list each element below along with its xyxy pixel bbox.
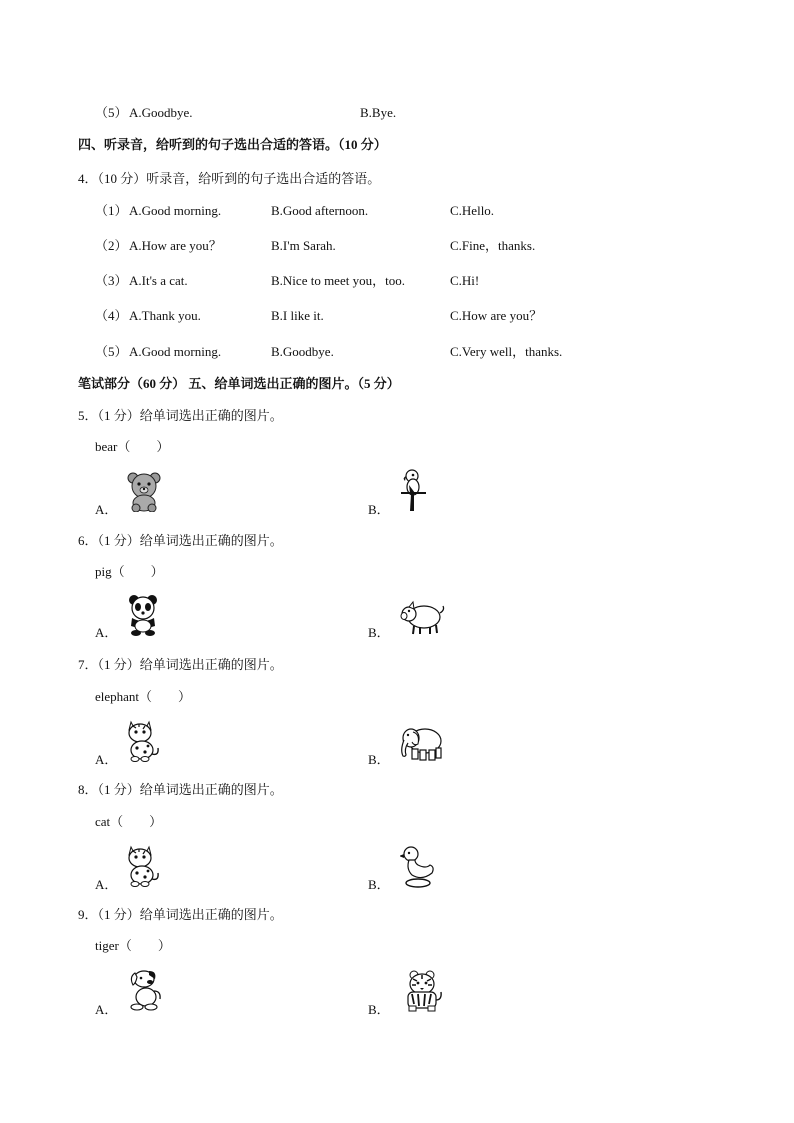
option-a: A.Good morning. bbox=[129, 344, 222, 359]
section-4-title: 四、听录音，给听到的句子选出合适的答语。（10 分） bbox=[78, 137, 387, 152]
option-b: B.Nice to meet you，too. bbox=[271, 273, 405, 288]
option-c: C.Very well，thanks. bbox=[450, 344, 563, 359]
option-c: C.How are you？ bbox=[450, 308, 543, 323]
option-b: B.Good afternoon. bbox=[271, 203, 369, 218]
dog-icon bbox=[127, 967, 167, 1011]
option-c: C.Hi! bbox=[450, 273, 480, 288]
option-a: A． bbox=[95, 752, 118, 767]
item-number: （2） bbox=[95, 238, 128, 253]
option-c: C.Fine，thanks. bbox=[450, 238, 536, 253]
item-number: （1） bbox=[95, 203, 128, 218]
item-number: （3） bbox=[95, 273, 128, 288]
question-word: elephant（ ） bbox=[95, 689, 192, 704]
option-b: B.I like it. bbox=[271, 308, 324, 323]
question-word: cat（ ） bbox=[95, 814, 163, 829]
option-c: C.Hello. bbox=[450, 203, 495, 218]
cat-icon bbox=[125, 843, 161, 887]
cat-icon bbox=[125, 718, 161, 762]
section-5-title: 笔试部分（60 分） 五、给单词选出正确的图片。（5 分） bbox=[78, 376, 400, 391]
option-b: B.I'm Sarah. bbox=[271, 238, 336, 253]
item-number: （5） bbox=[95, 344, 128, 359]
item-number: （4） bbox=[95, 308, 128, 323]
pig-icon bbox=[400, 600, 446, 636]
option-a: A． bbox=[95, 502, 118, 517]
option-b: B.Goodbye. bbox=[271, 344, 334, 359]
question-stem: 9．（1 分）给单词选出正确的图片。 bbox=[78, 907, 283, 922]
option-a: A.Goodbye. bbox=[129, 105, 193, 120]
question-stem: 6．（1 分）给单词选出正确的图片。 bbox=[78, 533, 283, 548]
question-stem: 8．（1 分）给单词选出正确的图片。 bbox=[78, 782, 283, 797]
question-4-stem: 4．（10 分）听录音，给听到的句子选出合适的答语。 bbox=[78, 171, 381, 186]
option-b: B． bbox=[368, 625, 390, 640]
option-a: A.Thank you. bbox=[129, 308, 201, 323]
bear-icon bbox=[125, 470, 163, 512]
option-b: B． bbox=[368, 1002, 390, 1017]
option-a: A.How are you？ bbox=[129, 238, 222, 253]
tiger-icon bbox=[400, 970, 444, 1012]
option-b: B． bbox=[368, 502, 390, 517]
option-a: A.Good morning. bbox=[129, 203, 222, 218]
question-stem: 7．（1 分）给单词选出正确的图片。 bbox=[78, 657, 283, 672]
duck-icon bbox=[400, 845, 436, 889]
question-word: bear（ ） bbox=[95, 439, 170, 454]
question-word: tiger（ ） bbox=[95, 938, 171, 953]
parrot-icon bbox=[398, 467, 428, 513]
question-word: pig（ ） bbox=[95, 564, 164, 579]
panda-icon bbox=[127, 594, 159, 636]
question-stem: 5．（1 分）给单词选出正确的图片。 bbox=[78, 408, 283, 423]
option-a: A． bbox=[95, 625, 118, 640]
option-b: B.Bye. bbox=[360, 105, 397, 120]
elephant-icon bbox=[398, 724, 444, 762]
option-a: A． bbox=[95, 877, 118, 892]
option-b: B． bbox=[368, 752, 390, 767]
option-a: A.It's a cat. bbox=[129, 273, 188, 288]
option-b: B． bbox=[368, 877, 390, 892]
item-number: （5） bbox=[95, 105, 128, 120]
option-a: A． bbox=[95, 1002, 118, 1017]
